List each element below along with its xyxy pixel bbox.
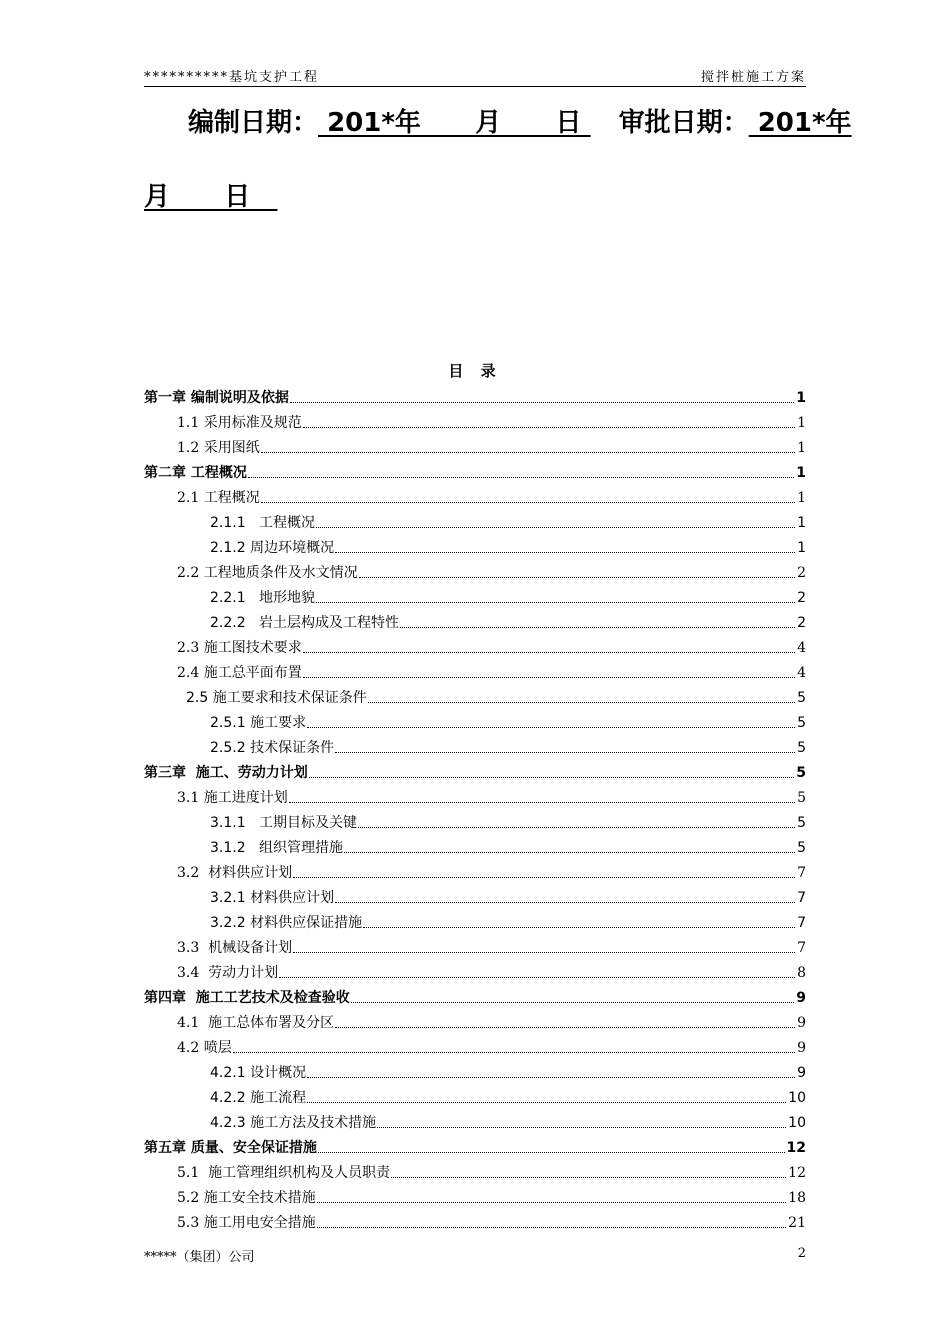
toc-entry-label: 3.1 施工进度计划 <box>177 790 288 806</box>
toc-entry-label: 3.3 机械设备计划 <box>177 940 293 956</box>
toc-entry-label: 4.2.2 施工流程 <box>210 1090 307 1106</box>
toc-leader-dots <box>318 1151 785 1153</box>
toc-leader-dots <box>335 1026 795 1028</box>
toc-entry-label: 2.3 施工图技术要求 <box>177 640 302 656</box>
toc-entry-page: 12 <box>786 1140 806 1156</box>
toc-entry[interactable] <box>144 608 806 633</box>
toc-entry-page: 2 <box>797 565 806 581</box>
toc-entry-page: 4 <box>797 665 806 681</box>
toc-leader-dots <box>316 526 795 528</box>
toc-entry-label: 3.2.1 材料供应计划 <box>210 890 335 906</box>
toc-entry-label: 4.1 施工总体布署及分区 <box>177 1015 335 1031</box>
toc-leader-dots <box>290 401 794 403</box>
toc-entry[interactable] <box>144 408 806 433</box>
toc-entry-page: 5 <box>797 815 806 831</box>
toc-entry[interactable] <box>144 433 806 458</box>
toc-entry[interactable] <box>144 1133 806 1158</box>
toc-leader-dots <box>335 551 795 553</box>
toc-leader-dots <box>303 651 795 653</box>
toc-entry[interactable] <box>144 1058 806 1083</box>
toc-leader-dots <box>335 751 795 753</box>
toc-entry-page: 1 <box>797 540 806 556</box>
toc-entry-label: 第二章 工程概况 <box>144 465 247 481</box>
toc-leader-dots <box>358 826 795 828</box>
toc-entry-page: 1 <box>796 390 806 406</box>
toc-entry-page: 1 <box>797 515 806 531</box>
toc-entry[interactable] <box>144 683 806 708</box>
toc-entry-page: 18 <box>788 1190 806 1206</box>
toc-entry-label: 3.1.2 组织管理措施 <box>210 840 343 856</box>
toc-entry-page: 5 <box>797 790 806 806</box>
toc-entry-label: 2.1.1 工程概况 <box>210 515 315 531</box>
toc-entry-page: 7 <box>797 865 806 881</box>
toc-entry-label: 4.2.3 施工方法及技术措施 <box>210 1115 377 1131</box>
toc-entry-label: 2.2.2 岩土层构成及工程特性 <box>210 615 399 631</box>
toc-leader-dots <box>316 601 795 603</box>
approve-date-continued: 月 日 <box>144 182 278 212</box>
toc-entry-page: 5 <box>797 740 806 756</box>
toc-entry[interactable] <box>144 483 806 508</box>
toc-entry-page: 10 <box>788 1090 806 1106</box>
toc-leader-dots <box>351 1001 795 1003</box>
header-document-name: 搅拌桩施工方案 <box>700 70 806 85</box>
toc-entry-page: 5 <box>797 690 806 706</box>
toc-entry[interactable] <box>144 1208 806 1233</box>
toc-entry[interactable] <box>144 958 806 983</box>
toc-entry-label: 第一章 编制说明及依据 <box>144 390 289 406</box>
toc-entry-label: 第五章 质量、安全保证措施 <box>144 1140 317 1156</box>
toc-entry-label: 3.2 材料供应计划 <box>177 865 293 881</box>
toc-entry[interactable] <box>144 1183 806 1208</box>
toc-entry-page: 8 <box>797 965 806 981</box>
toc-entry-page: 9 <box>797 1040 806 1056</box>
toc-leader-dots <box>261 451 795 453</box>
toc-entry[interactable] <box>144 558 806 583</box>
toc-entry-page: 9 <box>797 1065 806 1081</box>
page-header <box>144 66 806 87</box>
toc-entry[interactable] <box>144 983 806 1008</box>
toc-entry-label: 2.1.2 周边环境概况 <box>210 540 335 556</box>
toc-entry-label: 5.2 施工安全技术措施 <box>177 1190 316 1206</box>
toc-entry[interactable] <box>144 583 806 608</box>
toc-leader-dots <box>248 476 794 478</box>
toc-leader-dots <box>391 1176 786 1178</box>
toc-entry[interactable] <box>144 383 806 408</box>
toc-leader-dots <box>317 1201 786 1203</box>
toc-entry-label: 3.2.2 材料供应保证措施 <box>210 915 363 931</box>
toc-leader-dots <box>307 726 795 728</box>
compile-date-label: 编制日期： <box>188 108 319 138</box>
toc-entry-label: 2.4 施工总平面布置 <box>177 665 302 681</box>
toc-entry-label: 2.2 工程地质条件及水文情况 <box>177 565 358 581</box>
toc-entry-label: 1.1 采用标准及规范 <box>177 415 302 431</box>
toc-entry[interactable] <box>144 933 806 958</box>
toc-leader-dots <box>335 901 795 903</box>
toc-leader-dots <box>293 876 795 878</box>
toc-entry-label: 第四章 施工工艺技术及检查验收 <box>144 990 350 1006</box>
toc-entry-label: 4.2.1 设计概况 <box>210 1065 307 1081</box>
toc-entry-page: 7 <box>797 890 806 906</box>
toc-entry-page: 9 <box>796 990 806 1006</box>
toc-entry-page: 9 <box>797 1015 806 1031</box>
toc-entry-page: 5 <box>796 765 806 781</box>
toc-entry[interactable] <box>144 1033 806 1058</box>
toc-entry-page: 2 <box>797 590 806 606</box>
toc-leader-dots <box>303 426 795 428</box>
toc-entry-label: 1.2 采用图纸 <box>177 440 260 456</box>
footer-company: *****（集团）公司 <box>144 1250 255 1265</box>
toc-entry[interactable] <box>144 883 806 908</box>
dates-line-1 <box>188 108 852 138</box>
toc-entry[interactable] <box>144 1083 806 1108</box>
toc-entry-page: 4 <box>797 640 806 656</box>
toc-entry-label: 3.1.1 工期目标及关键 <box>210 815 357 831</box>
toc-title: 目 录 <box>448 362 502 380</box>
toc-entry-label: 2.5.1 施工要求 <box>210 715 307 731</box>
toc-entry[interactable] <box>144 1158 806 1183</box>
toc-entry-page: 5 <box>797 715 806 731</box>
toc-entry[interactable] <box>144 758 806 783</box>
toc-entry[interactable] <box>144 833 806 858</box>
toc-entry[interactable] <box>144 458 806 483</box>
toc-leader-dots <box>279 976 795 978</box>
toc-entry[interactable] <box>144 533 806 558</box>
toc-leader-dots <box>303 676 795 678</box>
toc-leader-dots <box>307 1101 786 1103</box>
header-project-name: **********基坑支护工程 <box>144 70 320 85</box>
toc-entry-label: 第三章 施工、劳动力计划 <box>144 765 308 781</box>
toc-entry[interactable] <box>144 908 806 933</box>
toc-entry[interactable] <box>144 508 806 533</box>
table-of-contents <box>144 383 806 1233</box>
toc-entry-label: 2.5.2 技术保证条件 <box>210 740 335 756</box>
toc-entry[interactable] <box>144 633 806 658</box>
compile-date-value: 201*年 月 日 <box>318 108 591 138</box>
footer-page-number: 2 <box>797 1246 806 1261</box>
toc-leader-dots <box>368 701 795 703</box>
toc-entry-page: 1 <box>797 415 806 431</box>
toc-entry-page: 7 <box>797 940 806 956</box>
toc-leader-dots <box>309 776 795 778</box>
toc-leader-dots <box>363 926 795 928</box>
toc-entry-label: 2.2.1 地形地貌 <box>210 590 315 606</box>
toc-leader-dots <box>307 1076 795 1078</box>
toc-entry-page: 5 <box>797 840 806 856</box>
toc-entry[interactable] <box>144 1008 806 1033</box>
toc-leader-dots <box>400 626 795 628</box>
approve-date-label: 审批日期： <box>618 108 749 138</box>
toc-entry-label: 5.3 施工用电安全措施 <box>177 1215 316 1231</box>
toc-leader-dots <box>261 501 795 503</box>
toc-entry[interactable] <box>144 733 806 758</box>
toc-entry-page: 2 <box>797 615 806 631</box>
toc-entry-page: 10 <box>788 1115 806 1131</box>
toc-leader-dots <box>317 1226 786 1228</box>
toc-entry-label: 4.2 喷层 <box>177 1040 232 1056</box>
toc-leader-dots <box>293 951 795 953</box>
toc-entry-page: 1 <box>797 440 806 456</box>
toc-leader-dots <box>359 576 795 578</box>
toc-entry[interactable] <box>144 858 806 883</box>
dates-line-2 <box>144 182 277 212</box>
toc-entry[interactable] <box>144 808 806 833</box>
approve-date-value: 201*年 <box>748 108 852 138</box>
toc-leader-dots <box>377 1126 786 1128</box>
toc-entry-page: 7 <box>797 915 806 931</box>
toc-entry-page: 12 <box>788 1165 806 1181</box>
toc-entry-label: 5.1 施工管理组织机构及人员职责 <box>177 1165 391 1181</box>
toc-entry-label: 2.5 施工要求和技术保证条件 <box>186 690 367 706</box>
toc-entry-page: 1 <box>797 490 806 506</box>
toc-entry-label: 2.1 工程概况 <box>177 490 260 506</box>
toc-entry[interactable] <box>144 658 806 683</box>
toc-leader-dots <box>344 851 795 853</box>
toc-entry[interactable] <box>144 708 806 733</box>
toc-entry[interactable] <box>144 783 806 808</box>
toc-leader-dots <box>289 801 795 803</box>
toc-entry-page: 1 <box>796 465 806 481</box>
toc-leader-dots <box>233 1051 795 1053</box>
toc-entry-page: 21 <box>788 1215 806 1231</box>
toc-entry[interactable] <box>144 1108 806 1133</box>
toc-entry-label: 3.4 劳动力计划 <box>177 965 279 981</box>
